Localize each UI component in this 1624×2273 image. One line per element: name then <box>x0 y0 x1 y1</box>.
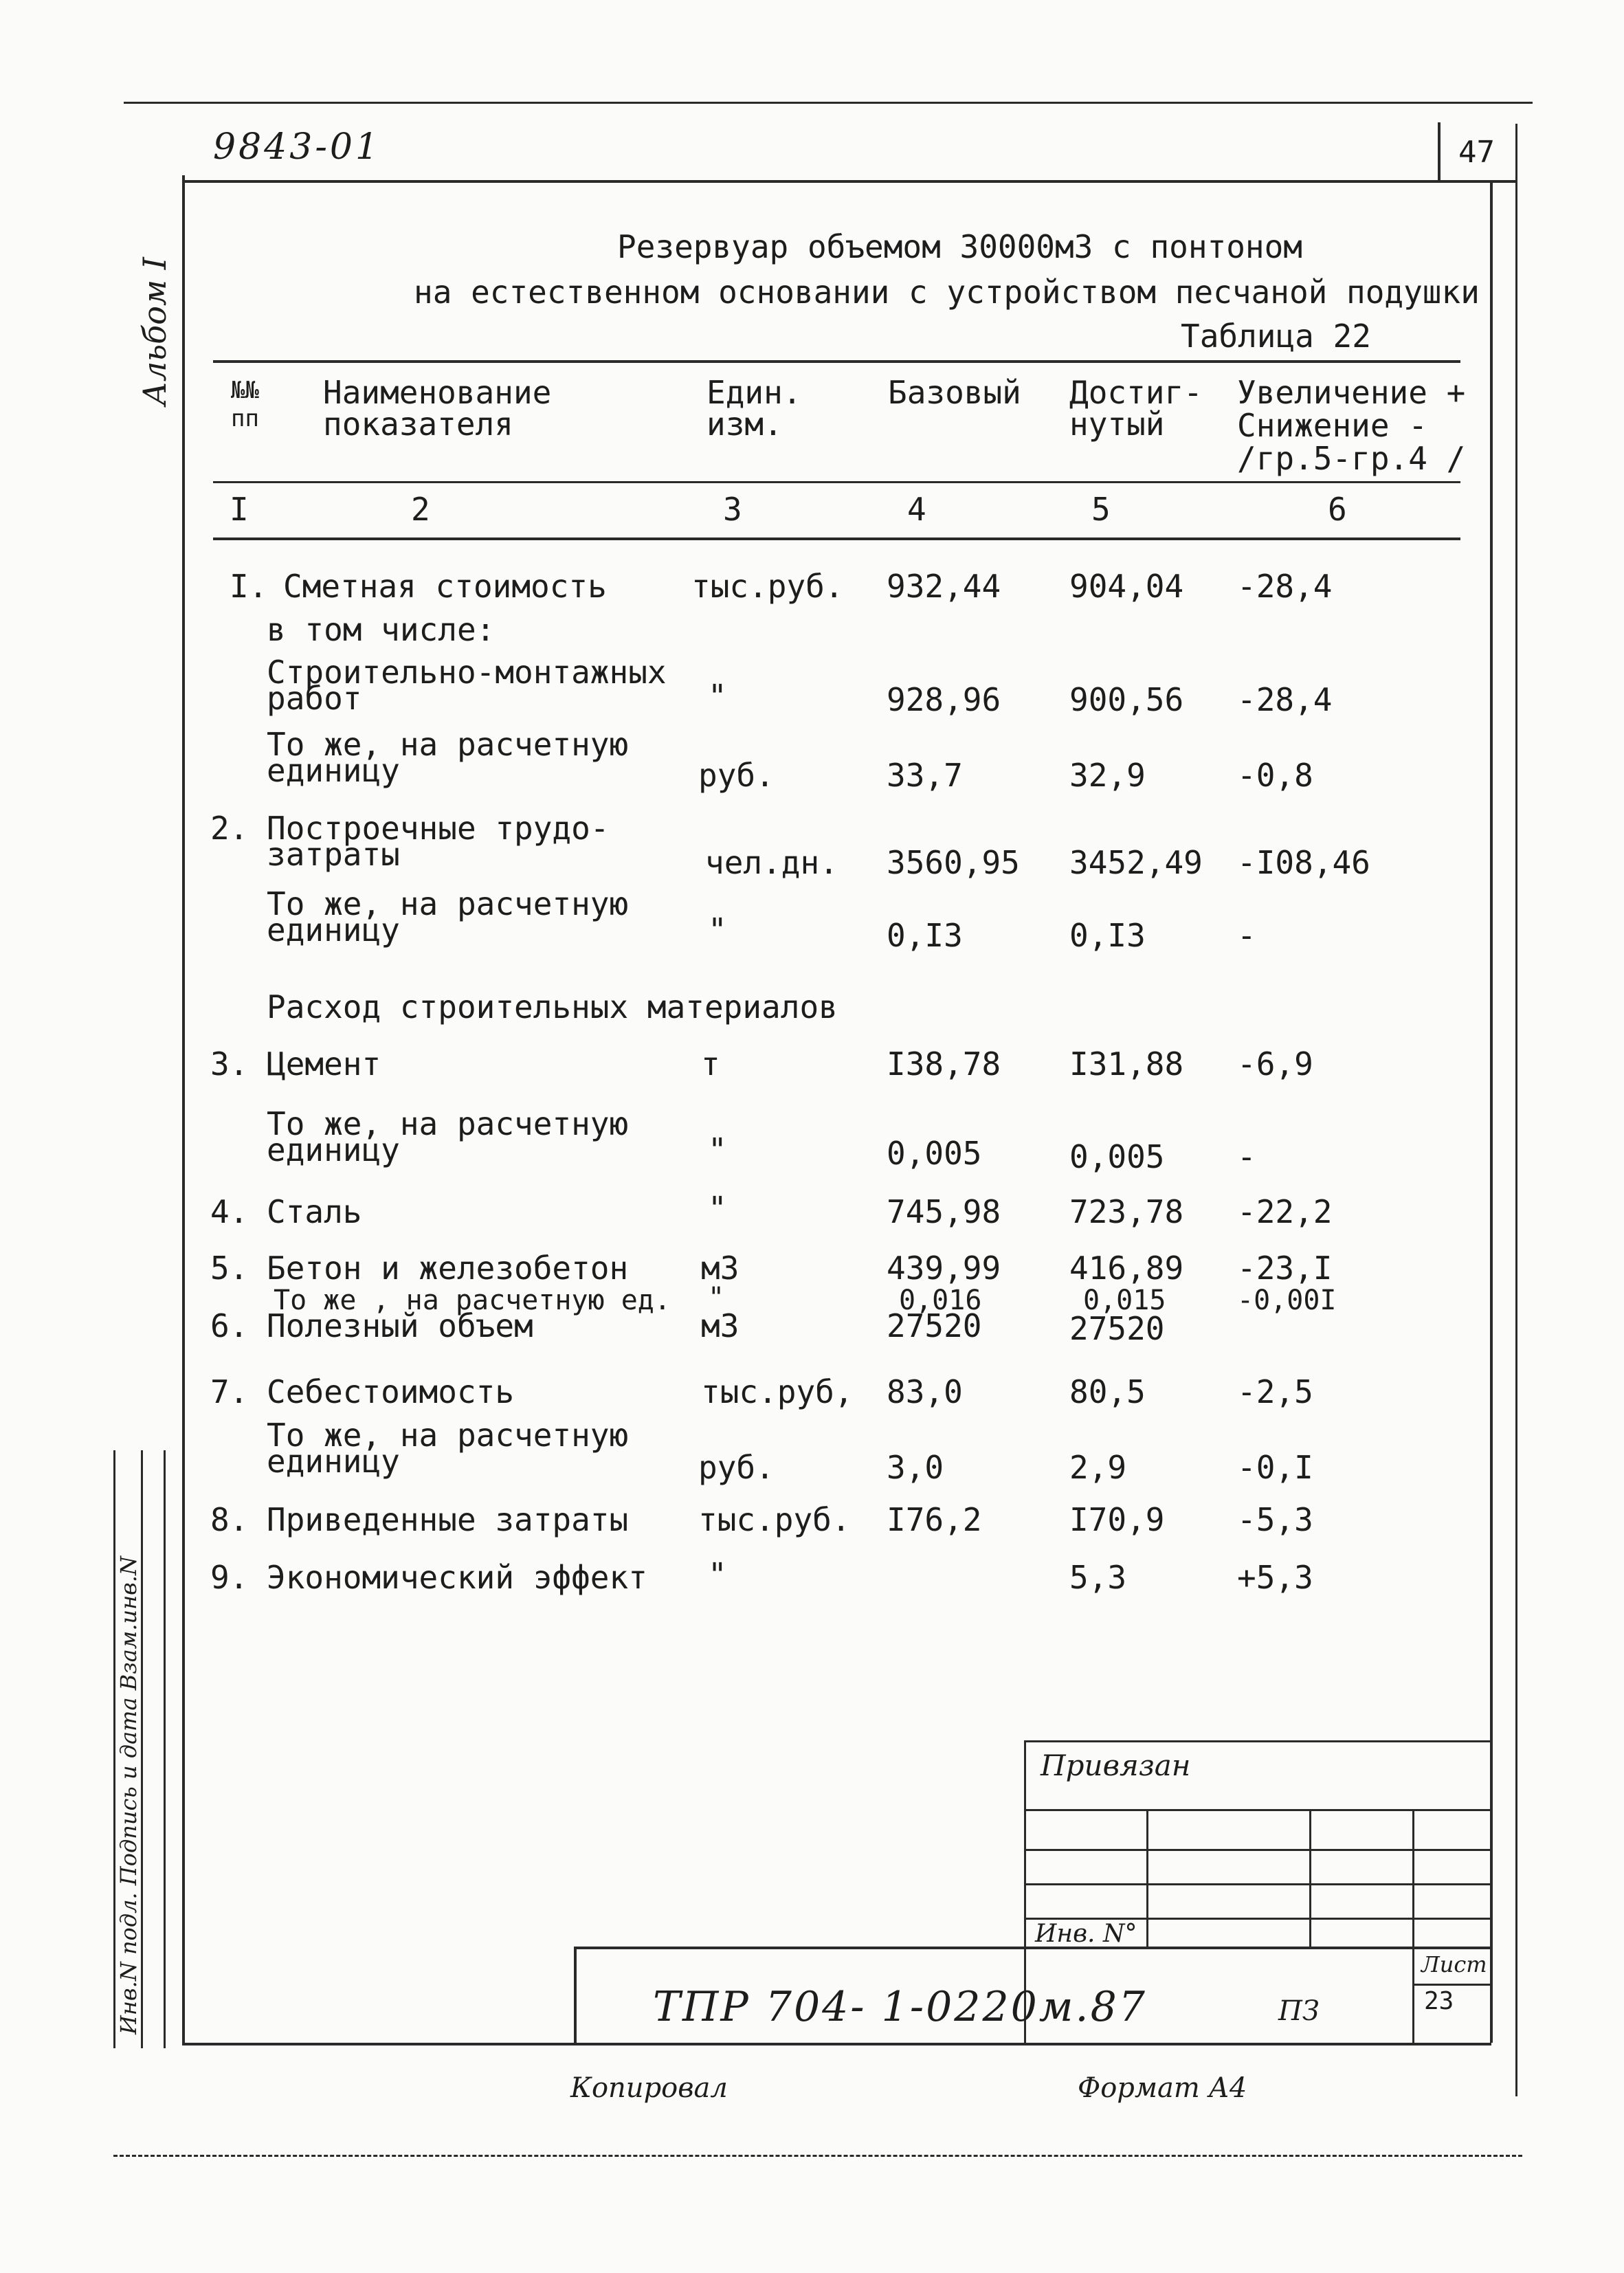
row-delta: -I08,46 <box>1237 844 1370 881</box>
row-unit: " <box>708 1282 725 1313</box>
album-label: Альбом I <box>136 257 173 406</box>
header-top-rule <box>213 360 1460 363</box>
row-delta: - <box>1237 1138 1256 1175</box>
row-delta: -0,8 <box>1237 757 1313 794</box>
row-name: в том числе: <box>267 611 496 648</box>
stamp-list-label: Лист <box>1421 1951 1487 1977</box>
row-achieved: 2,9 <box>1069 1449 1127 1486</box>
stamp-line-3 <box>1024 1883 1491 1885</box>
row-unit: " <box>708 1190 727 1227</box>
footer-copied: Копировал <box>570 2072 728 2104</box>
row-num: 8. <box>210 1501 249 1538</box>
side-strip-text: Инв.N подл. Подпись и дата Взам.инв.N <box>115 1556 142 2034</box>
row-achieved: 900,56 <box>1069 681 1184 718</box>
row-name: Экономический эффект <box>267 1559 647 1596</box>
row-delta: - <box>1237 917 1256 954</box>
section-heading: Расход строительных материалов <box>267 988 838 1025</box>
row-name-cont: единицу <box>267 1443 400 1480</box>
row-unit: руб. <box>698 1449 775 1486</box>
row-delta: -0,I <box>1237 1449 1313 1486</box>
row-name-cont: единицу <box>267 1131 400 1168</box>
row-num: 6. <box>210 1307 249 1344</box>
row-achieved: I70,9 <box>1069 1501 1165 1538</box>
row-name-cont: затраты <box>267 836 400 873</box>
row-name: Цемент <box>267 1045 381 1083</box>
row-achieved: 32,9 <box>1069 757 1146 794</box>
row-delta: -6,9 <box>1237 1045 1313 1083</box>
row-achieved: 0,I3 <box>1069 917 1146 954</box>
row-name: Сталь <box>267 1193 362 1230</box>
row-name: То же, на расчетную <box>267 726 629 763</box>
header-bottom-rule <box>213 537 1460 540</box>
row-name: Приведенные затраты <box>267 1501 629 1538</box>
row-name-cont: единицу <box>267 752 400 789</box>
title-line-2: на естественном основании с устройством песчаной подушки <box>414 274 1480 311</box>
row-base: 0,I3 <box>887 917 963 954</box>
row-base: 3560,95 <box>887 844 1020 881</box>
row-base: 745,98 <box>887 1193 1001 1230</box>
row-unit: чел.дн. <box>705 844 838 881</box>
row-delta: -5,3 <box>1237 1501 1313 1538</box>
row-achieved: 723,78 <box>1069 1193 1184 1230</box>
title-line-1: Резервуар объемом 30000м3 с понтоном <box>617 228 1302 265</box>
row-achieved: 80,5 <box>1069 1373 1146 1410</box>
row-delta: -23,I <box>1237 1250 1333 1287</box>
row-achieved: I31,88 <box>1069 1045 1184 1083</box>
row-achieved: 0,005 <box>1069 1138 1165 1175</box>
row-unit: тыс.руб, <box>701 1373 854 1410</box>
header-change-2: Снижение - <box>1237 407 1427 444</box>
row-name-cont: единицу <box>267 911 400 949</box>
stamp-code-left-line <box>574 1947 577 2043</box>
row-name: То же, на расчетную <box>267 885 629 922</box>
row-num: I. <box>230 568 268 605</box>
row-unit: " <box>708 911 727 949</box>
colnum-4: 4 <box>907 491 926 528</box>
row-base: 0,005 <box>887 1135 982 1172</box>
row-num: 4. <box>210 1193 249 1230</box>
row-name-cont: работ <box>267 680 362 717</box>
table-label: Таблица 22 <box>1181 318 1371 355</box>
row-unit: тыс.руб. <box>698 1501 851 1538</box>
row-unit: " <box>708 1131 727 1168</box>
stamp-inner-vline-2 <box>1309 1809 1311 1947</box>
colnum-2: 2 <box>411 491 430 528</box>
stamp-top-line <box>1024 1740 1491 1742</box>
row-base: 33,7 <box>887 757 963 794</box>
row-achieved: 0,015 <box>1083 1285 1166 1316</box>
row-delta: -0,00I <box>1237 1285 1337 1316</box>
row-num: 9. <box>210 1559 249 1596</box>
bottom-outer-rule <box>113 2155 1522 2157</box>
row-name: Построечные трудо- <box>267 810 610 847</box>
row-achieved: 5,3 <box>1069 1559 1127 1596</box>
row-name: Бетон и железобетон <box>267 1250 629 1287</box>
row-base: I38,78 <box>887 1045 1001 1083</box>
row-base: 439,99 <box>887 1250 1001 1287</box>
row-name: Строительно-монтажных <box>267 654 667 691</box>
row-base: 932,44 <box>887 568 1001 605</box>
side-strip-line-3 <box>164 1450 166 2048</box>
frame-top-line <box>182 180 1515 183</box>
row-base: 928,96 <box>887 681 1001 718</box>
row-num: 2. <box>210 810 249 847</box>
stamp-inner-vline-1 <box>1146 1809 1148 1947</box>
row-name: То же , на расчетную ед. <box>274 1285 671 1316</box>
row-unit: т <box>701 1045 720 1083</box>
frame-left-line <box>182 175 185 2045</box>
stamp-inv: Инв. N° <box>1035 1920 1137 1948</box>
stamp-line-5 <box>574 1947 1491 1949</box>
header-unit: Един. изм. <box>707 374 802 443</box>
row-unit: м3 <box>701 1307 739 1344</box>
row-unit: м3 <box>701 1250 739 1287</box>
frame-right-line <box>1490 180 1493 2043</box>
colnum-1: I <box>230 491 249 528</box>
row-achieved: 27520 <box>1069 1310 1165 1347</box>
stamp-code: ТПР 704- 1-0220м.87 <box>653 1983 1147 2031</box>
row-name: То же, на расчетную <box>267 1105 629 1142</box>
row-base: 83,0 <box>887 1373 963 1410</box>
frame-bottom-line <box>182 2043 1491 2045</box>
stamp-inner-vline-3 <box>1412 1809 1414 2043</box>
header-name: Наименование показателя <box>323 374 552 443</box>
row-name: Полезный объем <box>267 1307 533 1344</box>
row-delta: -22,2 <box>1237 1193 1333 1230</box>
colnum-5: 5 <box>1091 491 1111 528</box>
header-achieved: Достиг- нутый <box>1069 374 1203 443</box>
row-name: То же, на расчетную <box>267 1417 629 1454</box>
row-name: Сметная стоимость <box>283 568 607 605</box>
header-base: Базовый <box>888 374 1021 411</box>
stamp-line-1 <box>1024 1809 1491 1811</box>
stamp-list-divider <box>1412 1984 1491 1986</box>
row-base: 3,0 <box>887 1449 944 1486</box>
colnum-6: 6 <box>1328 491 1347 528</box>
header-change-1: Увеличение + <box>1237 374 1466 411</box>
row-achieved: 904,04 <box>1069 568 1184 605</box>
row-unit: " <box>708 678 727 715</box>
footer-format: Формат А4 <box>1078 2072 1247 2104</box>
stamp-sheet-code: ПЗ <box>1278 1995 1320 2027</box>
doc-number: 9843-01 <box>213 126 381 168</box>
header-change-3: /гр.5-гр.4 / <box>1237 440 1466 477</box>
row-name: Себестоимость <box>267 1373 515 1410</box>
row-delta: -2,5 <box>1237 1373 1313 1410</box>
top-outer-rule <box>124 102 1533 104</box>
colnum-3: 3 <box>723 491 742 528</box>
row-unit: руб. <box>698 757 775 794</box>
row-unit: тыс.руб. <box>691 568 844 605</box>
page-number: 47 <box>1458 135 1495 170</box>
header-mid-rule <box>213 481 1460 483</box>
row-num: 3. <box>210 1045 249 1083</box>
frame-right-line-outer <box>1515 124 1517 2096</box>
row-unit: " <box>708 1556 727 1593</box>
row-base: I76,2 <box>887 1501 982 1538</box>
stamp-list-value: 23 <box>1424 1987 1454 2015</box>
row-delta: -28,4 <box>1237 568 1333 605</box>
stamp-privyazan: Привязан <box>1041 1749 1191 1782</box>
row-num: 5. <box>210 1250 249 1287</box>
row-achieved: 416,89 <box>1069 1250 1184 1287</box>
header-num: №№ пп <box>231 377 259 432</box>
row-delta: +5,3 <box>1237 1559 1313 1596</box>
row-delta: -28,4 <box>1237 681 1333 718</box>
row-base: 27520 <box>887 1307 982 1344</box>
row-num: 7. <box>210 1373 249 1410</box>
row-achieved: 3452,49 <box>1069 844 1203 881</box>
stamp-line-2 <box>1024 1849 1491 1851</box>
row-base: 0,016 <box>899 1285 982 1316</box>
